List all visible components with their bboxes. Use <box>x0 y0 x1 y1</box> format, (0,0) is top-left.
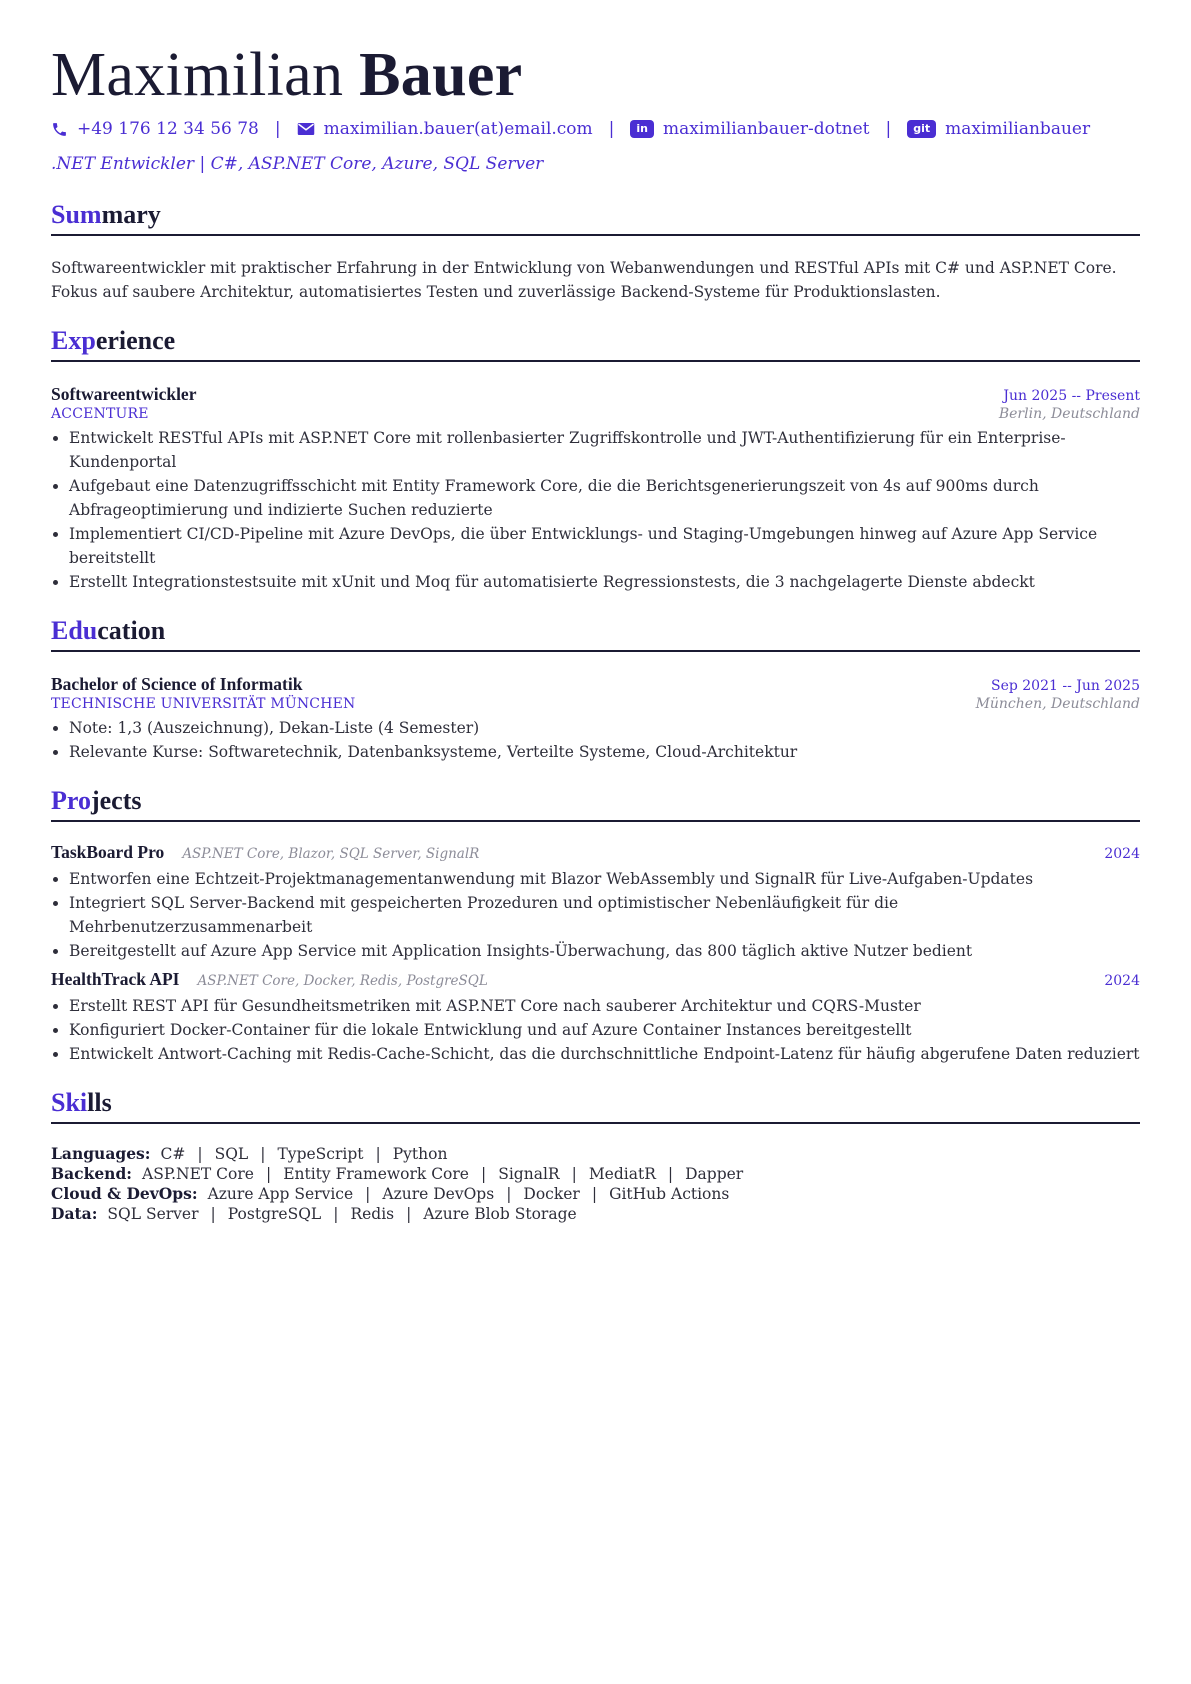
github-icon: git <box>907 120 936 138</box>
skill-separator: | <box>591 1185 598 1203</box>
skill-item: ASP.NET Core <box>142 1165 254 1183</box>
project-year: 2024 <box>1104 846 1140 862</box>
skill-item: SQL Server <box>107 1205 199 1223</box>
skill-separator: | <box>375 1145 381 1163</box>
candidate-name <box>51 0 1140 112</box>
first-name: Maximilian <box>51 41 344 109</box>
skill-item: Azure DevOps <box>382 1185 495 1203</box>
list-item: • Note: 1,3 (Auszeichnung), Dekan-Liste (4 Semester) <box>69 716 1140 740</box>
contact-separator: | <box>608 119 615 139</box>
school-name: TECHNISCHE UNIVERSITÄT MÜNCHEN <box>51 696 356 712</box>
contact-separator: | <box>885 119 892 139</box>
list-item: • Entworfen eine Echtzeit-Projektmanagementanwendung mit Blazor WebAssembly und SignalR für Live-Aufgaben-Updates <box>69 867 1140 891</box>
section-heading-experience: Experience <box>51 324 1140 362</box>
project-tech: ASP.NET Core, Blazor, SQL Server, SignalR <box>182 846 480 862</box>
skills-list <box>51 1144 1140 1224</box>
section-heading-education: Education <box>51 614 1140 652</box>
skill-separator: | <box>260 1145 266 1163</box>
skill-item: Azure App Service <box>207 1185 354 1203</box>
phone-link[interactable] <box>51 119 259 139</box>
project-entry <box>51 969 1140 1066</box>
skill-item: C# <box>160 1145 186 1163</box>
project-year: 2024 <box>1104 973 1140 989</box>
project-name: TaskBoard Pro <box>51 842 165 862</box>
project-name: HealthTrack API <box>51 969 180 989</box>
job-date: Jun 2025 -- Present <box>1003 388 1140 404</box>
list-item: • Entwickelt RESTful APIs mit ASP.NET Core mit rollenbasierter Zugriffskontrolle und JWT-Authentifizierung für ein Enterprise-Kundenportal <box>69 426 1140 474</box>
skill-separator: | <box>210 1205 216 1223</box>
linkedin-icon: in <box>630 120 654 138</box>
skill-item: Entity Framework Core <box>283 1165 469 1183</box>
list-item: • Implementiert CI/CD-Pipeline mit Azure DevOps, die über Entwicklungs- und Staging-Umgebungen hinweg auf Azure App Service bereitstellt <box>69 522 1140 570</box>
skill-item: PostgreSQL <box>227 1205 322 1223</box>
skill-item: Redis <box>350 1205 395 1223</box>
skill-separator: | <box>197 1145 203 1163</box>
skill-item: SignalR <box>498 1165 560 1183</box>
education-bullets <box>51 716 1140 764</box>
list-item: • Erstellt REST API für Gesundheitsmetriken mit ASP.NET Core nach sauberer Architektur und CQRS-Muster <box>69 994 1140 1018</box>
skill-separator: | <box>265 1165 272 1183</box>
skill-category-label: Data: <box>51 1204 98 1223</box>
tagline: .NET Entwickler | C#, ASP.NET Core, Azure, SQL Server <box>51 154 544 174</box>
project-tech: ASP.NET Core, Docker, Redis, PostgreSQL <box>197 973 488 989</box>
skill-row <box>51 1144 1140 1164</box>
skill-category-label: Cloud & DevOps: <box>51 1184 198 1203</box>
skill-row <box>51 1164 1140 1184</box>
job-bullets <box>51 426 1140 594</box>
list-item: • Aufgebaut eine Datenzugriffsschicht mit Entity Framework Core, die die Berichtsgenerierungszeit von 4s auf 900ms durch Abfrageoptimierung und indizierte Suchen reduzierte <box>69 474 1140 522</box>
email-address: maximilian.bauer(at)email.com <box>323 119 593 139</box>
contact-bar <box>51 116 1140 142</box>
list-item: • Relevante Kurse: Softwaretechnik, Datenbanksysteme, Verteilte Systeme, Cloud-Architektur <box>69 740 1140 764</box>
skill-separator: | <box>571 1165 577 1183</box>
skill-category-label: Backend: <box>51 1164 133 1183</box>
skill-category-label: Languages: <box>51 1144 151 1163</box>
skill-item: MediatR <box>588 1165 656 1183</box>
project-bullets <box>51 867 1140 963</box>
list-item: • Bereitgestellt auf Azure App Service mit Application Insights-Überwachung, das 800 täglich aktive Nutzer bedient <box>69 939 1140 963</box>
mail-icon <box>297 122 315 136</box>
summary-text: Softwareentwickler mit praktischer Erfahrung in der Entwicklung von Webanwendungen und RESTful APIs mit C# und ASP.NET Core. Fokus auf saubere Architektur, automatisiertes Testen und zuverlässige Backend-Systeme für Produktionslasten. <box>51 259 1117 301</box>
company-name: ACCENTURE <box>51 406 149 422</box>
school-location: München, Deutschland <box>975 696 1140 712</box>
github-link[interactable] <box>907 119 1090 139</box>
skill-separator: | <box>333 1205 339 1223</box>
job-location: Berlin, Deutschland <box>998 406 1140 422</box>
skill-item: GitHub Actions <box>609 1185 730 1203</box>
skill-item: SQL <box>214 1145 249 1163</box>
skill-separator: | <box>667 1165 674 1183</box>
section-heading-skills: Skills <box>51 1086 1140 1124</box>
section-heading-projects: Projects <box>51 784 1140 822</box>
skill-separator: | <box>506 1185 512 1203</box>
job-title: Softwareentwickler <box>51 384 197 404</box>
project-entry <box>51 842 1140 963</box>
github-handle: maximilianbauer <box>945 119 1091 139</box>
project-bullets <box>51 994 1140 1066</box>
skill-item: Azure Blob Storage <box>423 1205 577 1223</box>
skill-row <box>51 1184 1140 1204</box>
skill-item: TypeScript <box>277 1145 364 1163</box>
skill-separator: | <box>406 1205 412 1223</box>
skill-row <box>51 1204 1140 1224</box>
experience-entry <box>51 384 1140 594</box>
last-name: Bauer <box>359 41 523 109</box>
list-item: • Integriert SQL Server-Backend mit gespeicherten Prozeduren und optimistischer Nebenläufigkeit für die Mehrbenutzerzusammenarbeit <box>69 891 1140 939</box>
phone-icon <box>51 121 68 138</box>
skill-separator: | <box>365 1185 371 1203</box>
list-item: • Konfiguriert Docker-Container für die lokale Entwicklung und auf Azure Container Instances bereitgestellt <box>69 1018 1140 1042</box>
section-heading-summary: Summary <box>51 198 1140 236</box>
list-item: • Erstellt Integrationstestsuite mit xUnit und Moq für automatisierte Regressionstests, die 3 nachgelagerte Dienste abdeckt <box>69 570 1140 594</box>
linkedin-handle: maximilianbauer-dotnet <box>663 119 870 139</box>
email-link[interactable] <box>297 119 593 139</box>
list-item: • Entwickelt Antwort-Caching mit Redis-Cache-Schicht, das die durchschnittliche Endpoint-Latenz für häufig abgerufene Daten reduziert <box>69 1042 1140 1066</box>
skill-separator: | <box>480 1165 487 1183</box>
education-date: Sep 2021 -- Jun 2025 <box>990 678 1140 694</box>
education-entry <box>51 674 1140 764</box>
phone-number: +49 176 12 34 56 78 <box>77 119 259 139</box>
skill-item: Docker <box>523 1185 580 1203</box>
skill-item: Python <box>392 1145 448 1163</box>
skill-item: Dapper <box>685 1165 744 1183</box>
linkedin-link[interactable] <box>630 119 869 139</box>
contact-separator: | <box>274 119 281 139</box>
degree-title: Bachelor of Science of Informatik <box>51 674 303 694</box>
